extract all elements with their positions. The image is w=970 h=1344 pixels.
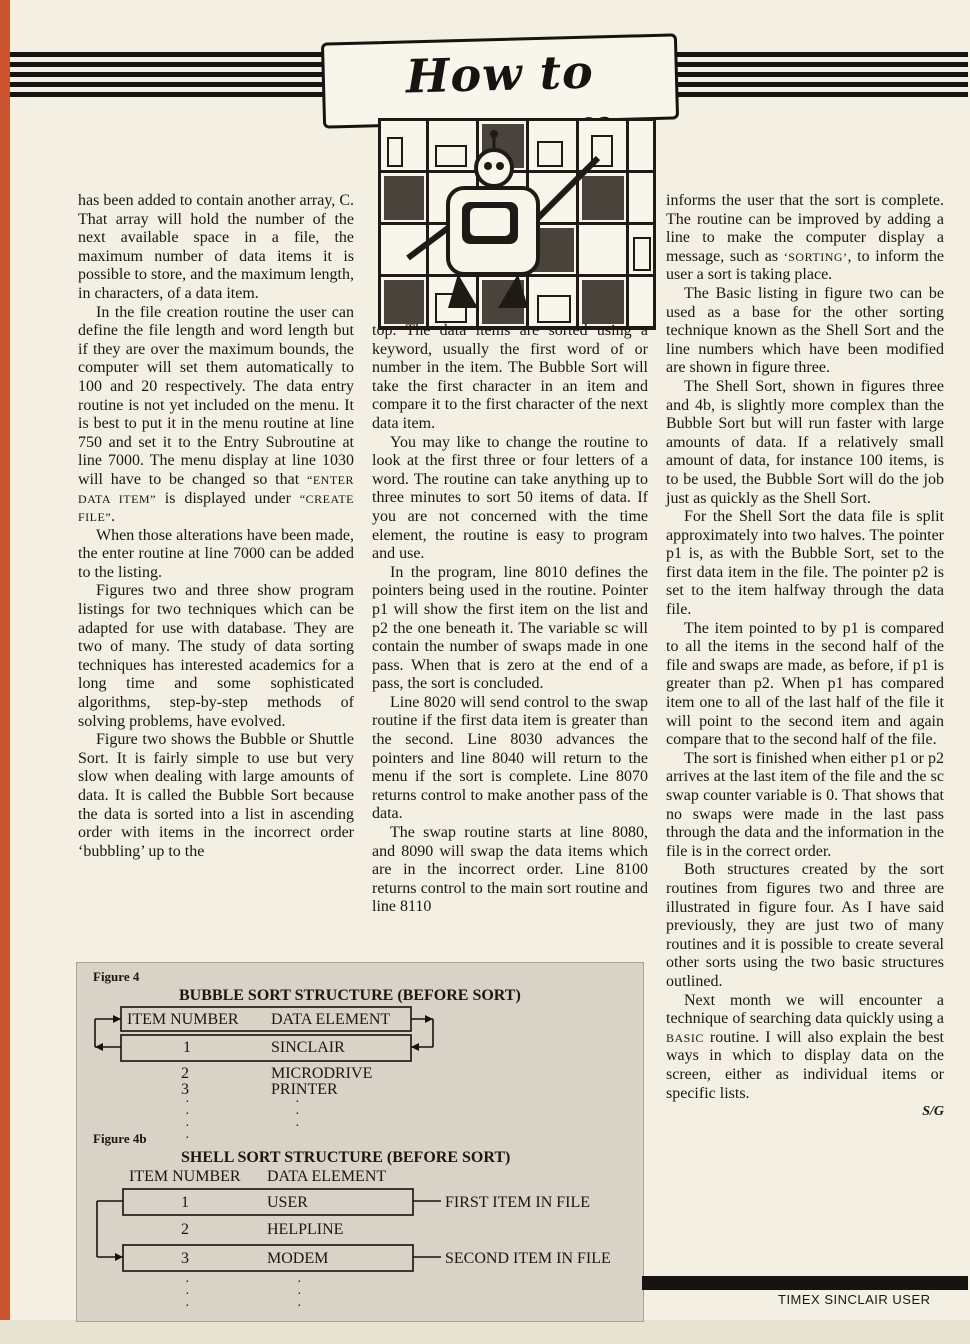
figure-4b-row-value: HELPLINE <box>267 1221 344 1238</box>
figure-4b-continuation-dots: · · · <box>185 1275 190 1314</box>
paragraph: You may like to change the routine to look at the first three or four letters of a word. The routine can take anything up to three minutes to sort 50 items of data. If you are not concerned with the time element, the routine is easy to program and use. <box>372 433 648 563</box>
figure-4b-header-data: DATA ELEMENT <box>267 1168 387 1185</box>
figure-4-continuation-dots: · · · <box>185 1095 190 1134</box>
figure-4b-header-item: ITEM NUMBER <box>129 1168 241 1185</box>
paragraph: Next month we will encounter a technique of searching data quickly using a BASIC routine. I will also explain the best ways in which to display data on the screen, either as individual items or specific lists. <box>666 991 944 1102</box>
paragraph: Figure two shows the Bubble or Shuttle Sort. It is fairly simple to use but very slow when dealing with large amounts of data. It is called the Bubble Sort because the data is sorted into a list in ascending order with items in the incorrect order ‘bubbling’ up to the <box>78 731 354 860</box>
figure-4-row-value: MICRODRIVE <box>271 1065 373 1082</box>
figure-4b-row-note: SECOND ITEM IN FILE <box>445 1250 611 1267</box>
column-left <box>78 192 354 861</box>
figure-4b-row-note: FIRST ITEM IN FILE <box>445 1194 591 1211</box>
figure-4-row-number: 3 <box>181 1081 189 1098</box>
figure-4-continuation-dots: · · · <box>295 1095 300 1134</box>
figure-4b-row-value: USER <box>267 1194 308 1211</box>
end-mark: S/G <box>922 1104 944 1120</box>
paragraph: The Shell Sort, shown in figures three and 4b, is slightly more complex than the Bubble Sort but will run faster with large amounts of data. If a relatively small amount of data, for instance 100 items, is to be used, the Bubble Sort will do the job just as quickly as the Shell Sort. <box>666 377 944 507</box>
figure-4-header-data: DATA ELEMENT <box>271 1011 391 1028</box>
figure-4b-label: Figure 4b <box>93 1131 147 1146</box>
figure-4-row-number: 1 <box>183 1039 191 1056</box>
figure-4-label: Figure 4 <box>93 969 140 984</box>
figure-4b-continuation-dots: · <box>185 1131 190 1146</box>
robot-filing-illustration <box>378 118 656 330</box>
paragraph: top. The data items are sorted using a keyword, usually the first word of or number in the item. The Bubble Sort will take the first character in an item and compare it to the first character of the next data item. <box>372 322 648 432</box>
figure-4b-row-number: 1 <box>181 1194 189 1211</box>
paragraph: When those alterations have been made, the enter routine at line 7000 can be added to the listing. <box>78 526 354 581</box>
figure-4b-continuation-dots: · · · <box>297 1275 302 1314</box>
column-middle <box>372 322 648 917</box>
figure-4-row-value: SINCLAIR <box>271 1039 345 1056</box>
figure-4b-row-number: 3 <box>181 1250 189 1267</box>
figure-box <box>76 962 644 1322</box>
page-edge <box>0 0 10 1344</box>
section-title: How to <box>405 44 595 104</box>
figure-4-title: BUBBLE SORT STRUCTURE (BEFORE SORT) <box>179 987 521 1004</box>
paragraph: For the Shell Sort the data file is split approximately into two halves. The pointer p1 is, as with the Bubble Sort, set to the first data item in the file. The pointer p2 is set to the item halfway through the data file. <box>666 508 944 619</box>
figure-4b-row-value: MODEM <box>267 1250 329 1267</box>
column-right <box>666 192 944 1122</box>
paragraph: Both structures created by the sort routines from figures two and three are illustrated in figure four. As I have said previously, they are just two of many routines and it is possible to create several other sorts using the two basic structures outlined. <box>666 861 944 990</box>
paragraph: The Basic listing in figure two can be used as a base for the other sorting technique known as the Shell Sort and the line numbers which have been modified are shown in figure three. <box>666 284 944 377</box>
paragraph: Line 8020 will send control to the swap routine if the first data item is greater than the second. Line 8030 advances the pointers and line 8040 will return to the menu if the sort is complete. Line 8070 returns control to make another pass of the data. <box>372 693 648 823</box>
paragraph: In the file creation routine the user can define the file length and word length but if they are over the maximum bounds, the computer will set them automatically to 100 and 20 respectively. The data entry routine is not yet included on the menu. It is best to put it in the menu routine at line 750 and set it to the Entry Subroutine at line 7000. The menu display at line 1030 will have to be changed so that “ENTER DATA ITEM” is displayed under “CREATE FILE”. <box>78 303 355 526</box>
paragraph: has been added to contain another array, C. That array will hold the number of the next available space in a file, the maximum number of data items it is possible to store, and the maximum length, in characters, of a data item. <box>78 192 354 302</box>
publication-name: TIMEX SINCLAIR USER <box>778 1292 931 1307</box>
figure-4-row-value: PRINTER <box>271 1081 338 1098</box>
paragraph: Figures two and three show program listings for two techniques which can be adapted for use with database. They are two of many. The study of data sorting techniques has interested academics for a long time and some sophisticated algorithms, step-by-step methods of solving problems, have evolved. <box>78 582 354 730</box>
paragraph: The swap routine starts at line 8080, and 8090 will swap the data items which are in the incorrect order. Line 8100 returns control to the main sort routine and line 8110 <box>372 824 648 916</box>
paragraph: In the program, line 8010 defines the pointers being used in the routine. Pointer p1 will show the first item on the list and p2 the one beneath it. The variable sc will contain the number of swaps made in one pass. When that is zero at the end of a pass, the sort is concluded. <box>372 563 648 693</box>
figure-4b-title: SHELL SORT STRUCTURE (BEFORE SORT) <box>181 1149 511 1166</box>
paragraph: The item pointed to by p1 is compared to all the items in the second half of the file and swaps are made, as before, if p1 is greater than p2. When p1 has compared item one to all of the last half of the file it will point to the second item and again compare that to the second half of the file. <box>666 619 944 749</box>
paragraph: informs the user that the sort is complete. The routine can be improved by adding a line to make the computer display a message, such as ‘SORTING’, to inform the user a sort is taking place. <box>666 192 944 284</box>
header-banner <box>321 33 679 128</box>
figure-4-row-number: 2 <box>181 1065 189 1082</box>
figure-4-header-item: ITEM NUMBER <box>127 1011 239 1028</box>
footer-rule <box>642 1276 968 1290</box>
page-bottom-edge <box>0 1320 970 1344</box>
figure-4b-row-number: 2 <box>181 1221 189 1238</box>
paragraph: The sort is finished when either p1 or p2 arrives at the last item of the file and the sc swap counter variable is 0. That shows that no swaps were made in the last pass through the data and the information in the file is in the correct order. <box>666 749 944 860</box>
